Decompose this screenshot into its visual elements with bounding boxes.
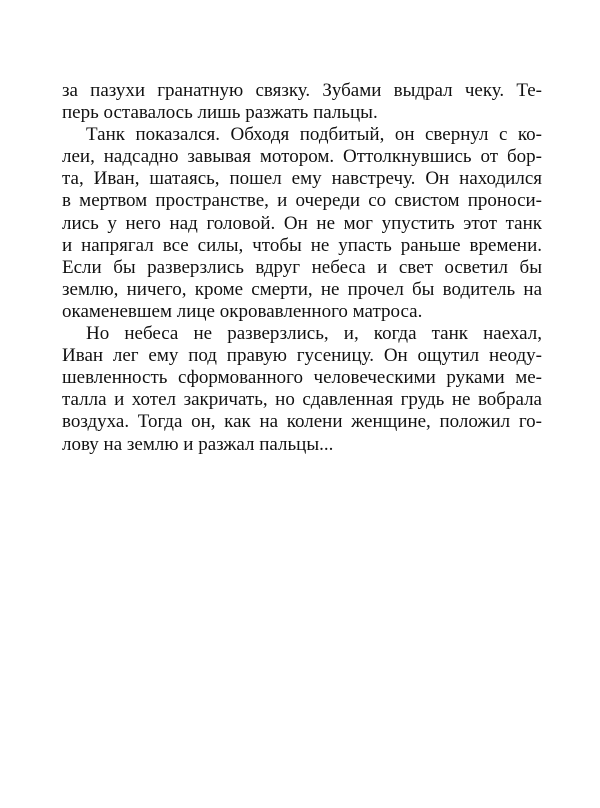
text-line: Танк показался. Обходя подбитый, он свернул с ко- [86,124,542,146]
paragraph [62,124,542,323]
text-line: в мертвом пространстве, и очереди со свистом проноси- [62,190,542,212]
paragraph [62,80,542,124]
paragraph [62,323,542,456]
book-page [62,80,542,456]
text-line: шевленность сформованного человеческими руками ме- [62,367,542,389]
text-line: леи, надсадно завывая мотором. Оттолкнувшись от бор- [62,146,542,168]
text-line: лись у него над головой. Он не мог упустить этот танк [62,212,542,234]
text-line: перь оставалось лишь разжать пальцы. [62,102,378,124]
text-line: и напрягал все силы, чтобы не упасть раньше времени. [62,234,542,256]
text-line: Но небеса не разверзлись, и, когда танк наехал, [86,323,542,345]
text-line: землю, ничего, кроме смерти, не прочел бы водитель на [62,278,542,300]
text-line: та, Иван, шатаясь, пошел ему навстречу. Он находился [62,168,542,190]
text-line: за пазухи гранатную связку. Зубами выдрал чеку. Те- [62,80,542,101]
text-line: Иван лег ему под правую гусеницу. Он ощутил неоду- [62,345,542,367]
text-line: Если бы разверзлись вдруг небеса и свет осветил бы [62,256,542,278]
text-line: окаменевшем лице окровавленного матроса. [62,300,423,322]
text-line: лову на землю и разжал пальцы... [62,433,334,455]
text-line: воздуха. Тогда он, как на колени женщине, положил го- [62,411,542,433]
text-line: талла и хотел закричать, но сдавленная грудь не вобрала [62,389,542,411]
